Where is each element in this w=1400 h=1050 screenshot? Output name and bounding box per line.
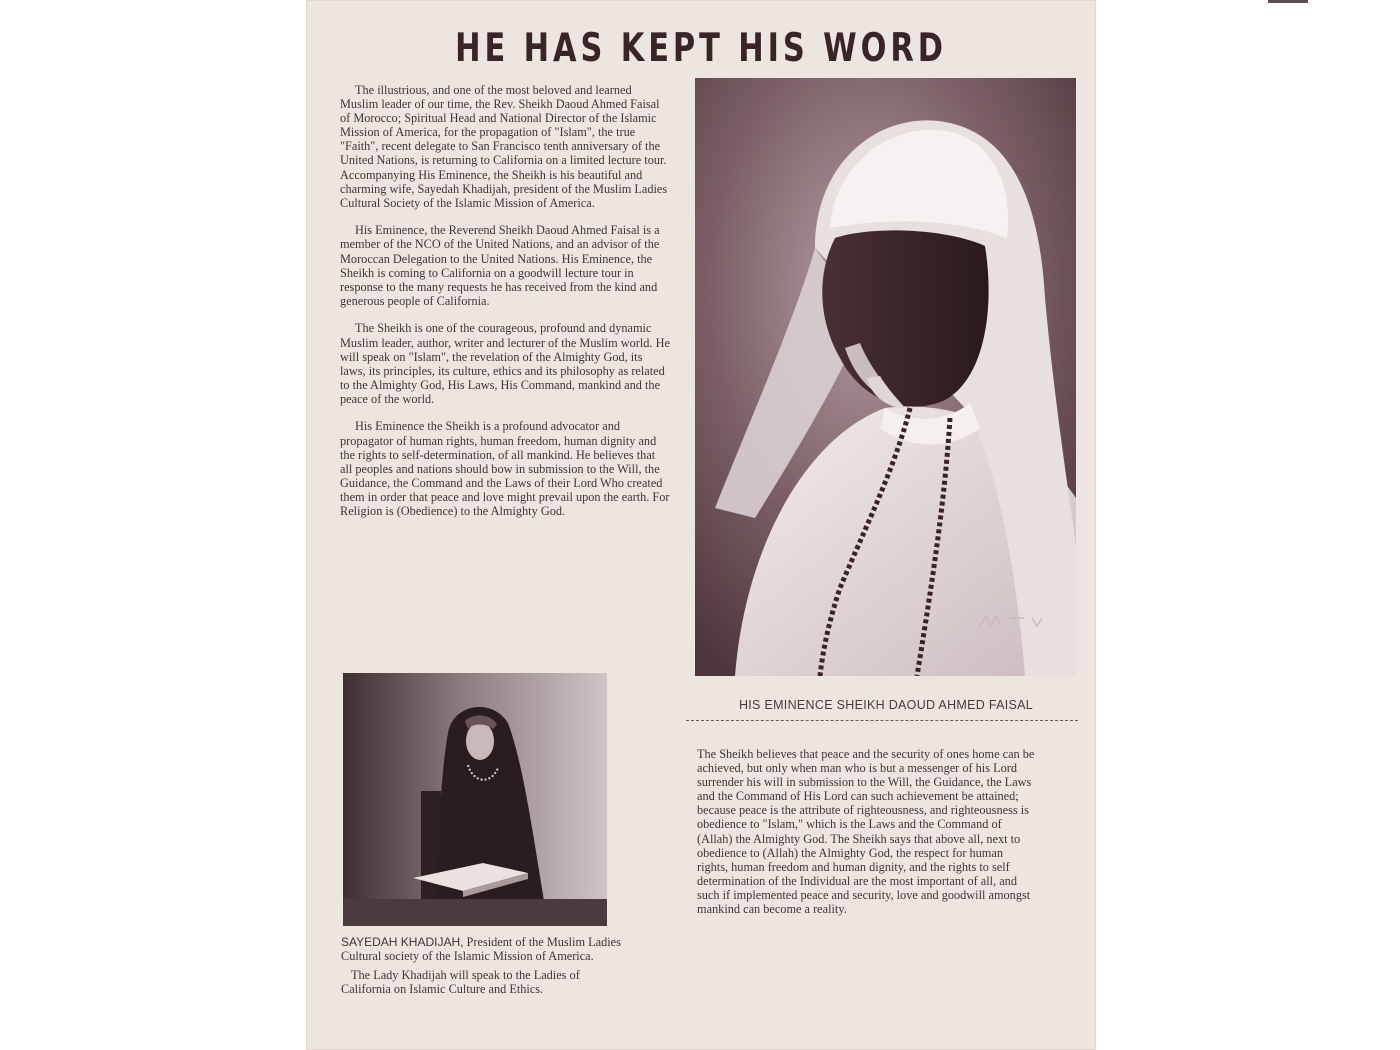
- main-photo-caption: HIS EMINENCE SHEIKH DAOUD AHMED FAISAL: [738, 698, 1034, 712]
- right-paragraph: The Sheikh believes that peace and the security of ones home can be achieved, but only when man who is but a messenger of his Lord surrender his will in submission to the Will, the Guidance, the Laws and the Command of His Lord can such achievement be attained; because peace is the attribute of righteousness, and righteousness is obedience to "Islam," which is the Laws and the Command of (Allah) the Almighty God. The Sheikh says that above all, next to obedience to (Allah) the Almighty God, the respect for human rights, human freedom and human dignity, and the rights to self determination of the Individual are the most important of all, and such if implemented peace and security, love and goodwill amongst mankind can become a reality.: [697, 747, 1035, 917]
- paragraph-2: His Eminence, the Reverend Sheikh Daoud Ahmed Faisal is a member of the NCO of the United Nations, and an advisor of the Moroccan Delegation to the United Nations. His Eminence, the Sheikh is coming to California on a goodwill lecture tour in response to the many requests he has received from the kind and generous people of California.: [340, 223, 660, 308]
- sheikh-portrait-illustration: [695, 78, 1076, 676]
- khadijah-caption: [341, 936, 621, 963]
- khadijah-photo: [343, 673, 607, 926]
- flyer-page: [306, 0, 1096, 1050]
- khadijah-name: SAYEDAH KHADIJAH,: [341, 935, 464, 949]
- sheikh-portrait-photo: [695, 78, 1076, 676]
- right-column-text: [697, 747, 1037, 916]
- small-photo-caption: [341, 936, 621, 1002]
- khadijah-note: The Lady Khadijah will speak to the Ladies of California on Islamic Culture and Ethics.: [341, 968, 580, 996]
- paragraph-4: His Eminence the Sheikh is a profound advocator and propagator of human rights, human freedom, human dignity and the rights to self-determination, of all mankind. He believes that all peoples and nations should bow in submission to the Will, the Guidance, the Command and the Laws of their Lord Who created them in order that peace and love might prevail upon the earth. For Religion is (Obedience) to the Almighty God.: [340, 419, 670, 519]
- left-column-text: [340, 83, 670, 532]
- corner-mark: [1268, 0, 1308, 3]
- page-title: HE HAS KEPT HIS WORD: [455, 26, 947, 71]
- caption-divider: [686, 720, 1078, 721]
- paragraph-3: The Sheikh is one of the courageous, profound and dynamic Muslim leader, author, writer and lecturer of the Muslim world. He will speak on "Islam", the revelation of the Almighty God, its laws, its principles, its culture, ethics and its philosophy as related to the Almighty God, His Laws, His Command, mankind and the peace of the world.: [340, 321, 670, 406]
- khadijah-illustration: [343, 673, 607, 926]
- paragraph-1: The illustrious, and one of the most beloved and learned Muslim leader of our time, the Rev. Sheikh Daoud Ahmed Faisal of Morocco; Spiritual Head and National Director of the Islamic Mission of America, for the propagation of "Islam", the true "Faith", recent delegate to San Francisco tenth anniversary of the United Nations, is returning to California on a limited lecture tour. Accompanying His Eminence, the Sheikh is his beautiful and charming wife, Sayedah Khadijah, president of the Muslim Ladies Cultural Society of the Islamic Mission of America.: [340, 83, 668, 210]
- khadijah-title: President of the Muslim Ladies Cultural society of the Islamic Mission of America.: [341, 935, 621, 963]
